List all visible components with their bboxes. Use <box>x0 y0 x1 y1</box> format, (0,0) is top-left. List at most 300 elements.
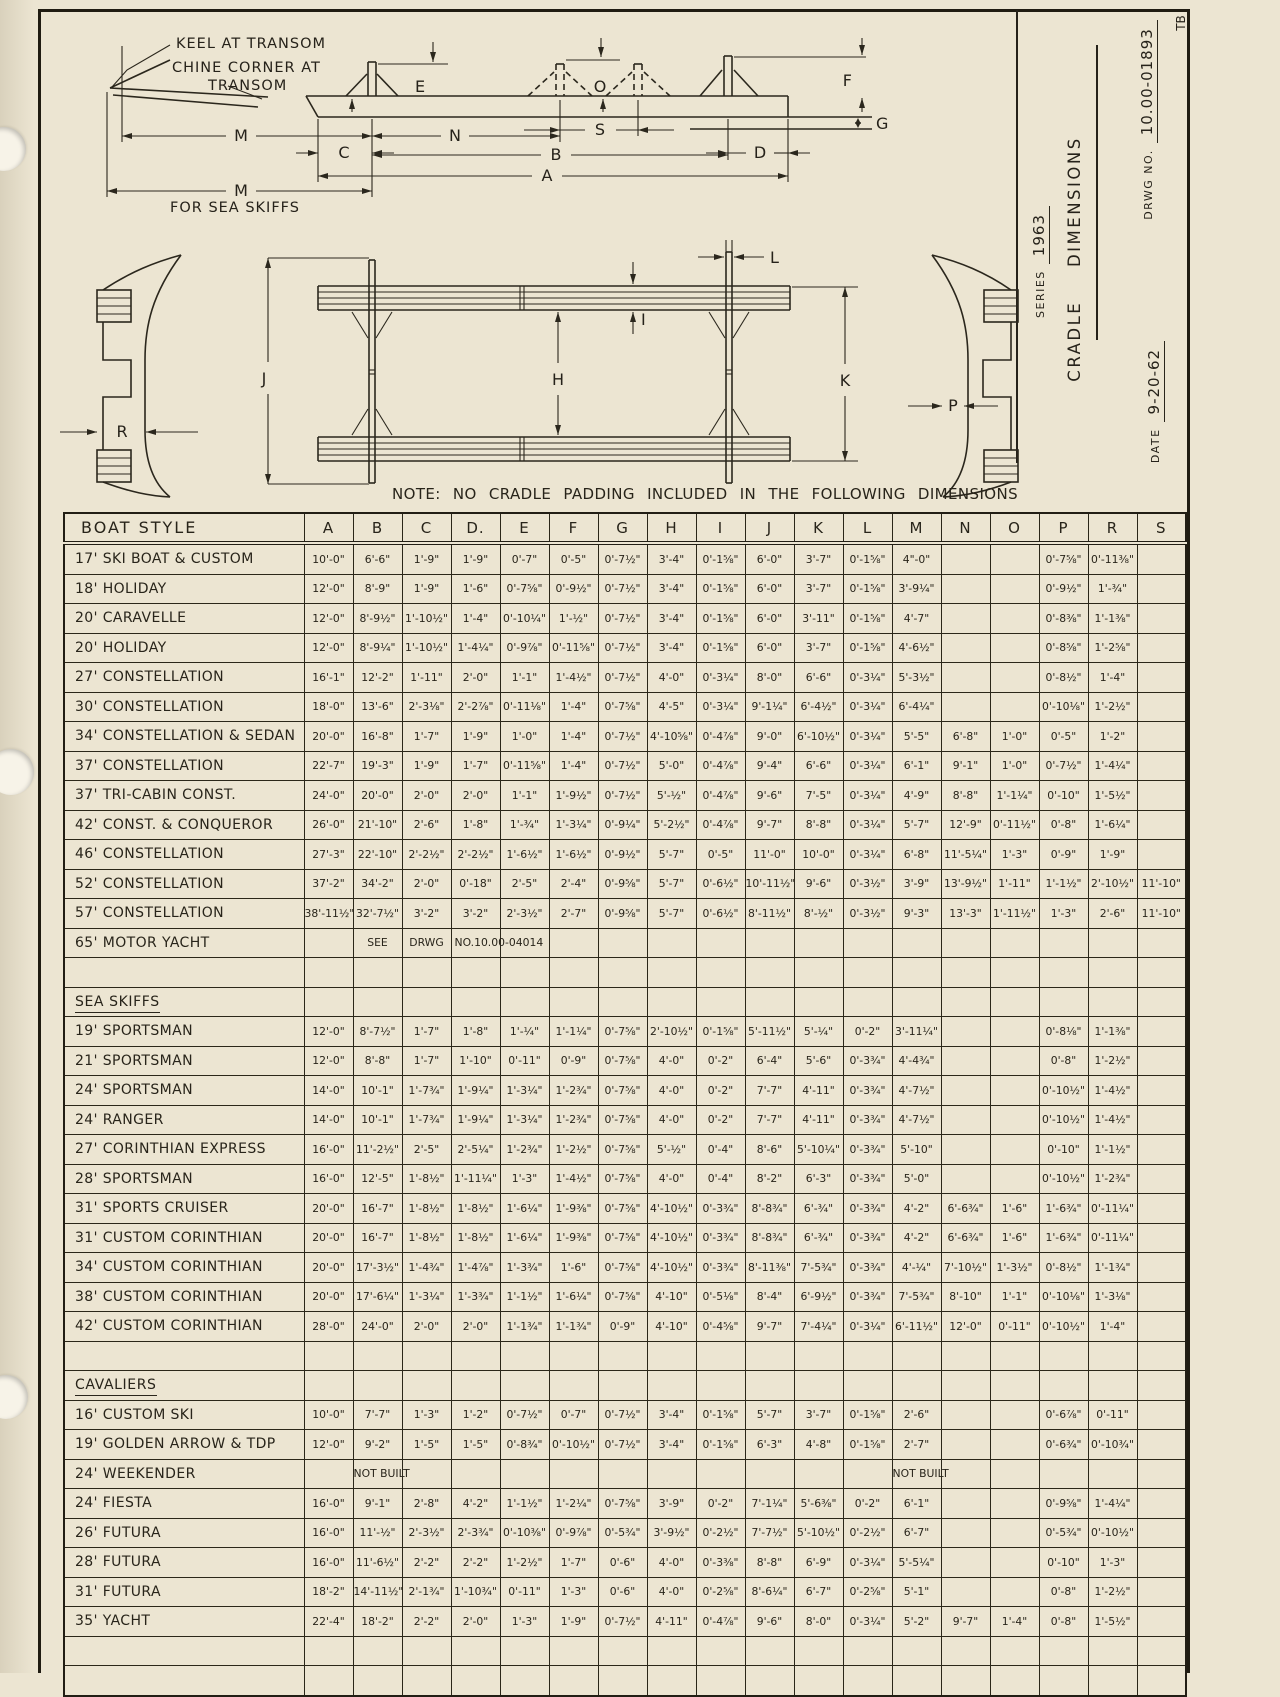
dim-cell: 6'-7" <box>892 1518 941 1548</box>
dim-cell <box>990 1371 1039 1401</box>
dim-cell: 0'-6" <box>598 1548 647 1578</box>
table-row <box>64 1282 1186 1312</box>
dim-cell: 3'-7" <box>794 543 843 574</box>
table-row <box>64 1607 1186 1637</box>
table-row <box>64 722 1186 752</box>
cradle-diagram <box>0 0 1030 505</box>
boat-style-cell: 24' RANGER <box>64 1105 304 1135</box>
dim-cell: 5'-½" <box>647 781 696 811</box>
dim-cell: 8'-9¼" <box>353 633 402 663</box>
boat-style-cell: 34' CUSTOM CORINTHIAN <box>64 1253 304 1283</box>
dim-cell: 0'-7½" <box>598 722 647 752</box>
dim-cell: 8'-8" <box>941 781 990 811</box>
dim-cell <box>745 958 794 988</box>
dim-cell <box>1137 1223 1186 1253</box>
dim-cell <box>1137 1076 1186 1106</box>
dim-cell <box>1137 1341 1186 1371</box>
dim-cell: 2'-2½" <box>451 840 500 870</box>
dim-cell: 1'-11¼" <box>451 1164 500 1194</box>
dim-cell <box>1137 1135 1186 1165</box>
dim-cell <box>990 1430 1039 1460</box>
table-row <box>64 1312 1186 1342</box>
dim-cell: 1'-3½" <box>990 1253 1039 1283</box>
table-row <box>64 1105 1186 1135</box>
dim-cell: 2'-0" <box>402 781 451 811</box>
dim-cell: 6'-1" <box>892 751 941 781</box>
dim-cell <box>941 574 990 604</box>
column-header-A: A <box>304 513 353 543</box>
dim-cell: 1'-11½" <box>990 899 1039 929</box>
column-header-D: D. <box>451 513 500 543</box>
table-row <box>64 1489 1186 1519</box>
dim-cell: 2'-4" <box>549 869 598 899</box>
dim-cell: 0'-4" <box>696 1164 745 1194</box>
dim-cell: 1'-4¾" <box>402 1253 451 1283</box>
dim-cell: 0'-7⅝" <box>598 692 647 722</box>
dim-cell <box>1039 1341 1088 1371</box>
dim-cell <box>696 1666 745 1696</box>
dim-cell <box>941 1105 990 1135</box>
dim-cell: 1'-6½" <box>500 840 549 870</box>
column-header-M: M <box>892 513 941 543</box>
dim-cell: 0'-2½" <box>843 1518 892 1548</box>
dim-cell <box>304 987 353 1017</box>
dim-cell: 1'-2½" <box>500 1548 549 1578</box>
dim-cell: 2'-2" <box>451 1548 500 1578</box>
dim-cell: 4"-0" <box>892 543 941 574</box>
dim-cell: 4'-2" <box>451 1489 500 1519</box>
dim-cell: 10'-0" <box>794 840 843 870</box>
dim-cell <box>451 1371 500 1401</box>
dim-cell: 0'-1⅝" <box>843 1430 892 1460</box>
dim-cell <box>1137 1194 1186 1224</box>
dim-cell: 5'-6" <box>794 1046 843 1076</box>
dim-cell: 0'-7½" <box>598 604 647 634</box>
dim-cell: 0'-7½" <box>598 751 647 781</box>
dim-cell: 8'-11⅜" <box>745 1253 794 1283</box>
dim-cell: 0'-3¼" <box>843 840 892 870</box>
dim-cell: 1'-1¾" <box>549 1312 598 1342</box>
dim-cell: 0'-3¾" <box>843 1282 892 1312</box>
dim-cell <box>1137 1371 1186 1401</box>
dim-cell: 7'-10½" <box>941 1253 990 1283</box>
dim-cell: 0'-2" <box>696 1076 745 1106</box>
dim-label-A: A <box>541 166 553 185</box>
dim-cell: 4'-0" <box>647 1046 696 1076</box>
dim-cell: 0'-7½" <box>598 1430 647 1460</box>
dim-cell: 0'-3¾" <box>843 1194 892 1224</box>
dim-cell: 9'-7" <box>941 1607 990 1637</box>
dim-cell: 0'-10½" <box>1039 1312 1088 1342</box>
dim-cell: 9'-0" <box>745 722 794 752</box>
dim-cell: 0'-3⅜" <box>696 1548 745 1578</box>
dim-cell: 9'-1" <box>941 751 990 781</box>
dim-cell: 0'-3¾" <box>843 1164 892 1194</box>
dim-cell <box>451 1459 500 1489</box>
dim-cell: 0'-11" <box>500 1577 549 1607</box>
dim-cell: 0'-8" <box>1039 1046 1088 1076</box>
dim-cell: 1'-3" <box>500 1164 549 1194</box>
dim-cell: 7'-5¾" <box>794 1253 843 1283</box>
dim-cell: 1'-6" <box>990 1223 1039 1253</box>
boat-style-cell: 17' SKI BOAT & CUSTOM <box>64 543 304 574</box>
dim-cell: 8'-0" <box>794 1607 843 1637</box>
dim-cell: 6'-0" <box>745 604 794 634</box>
dim-cell: NOT BUILT <box>353 1459 402 1489</box>
column-header-H: H <box>647 513 696 543</box>
dim-cell: 1'-1¾" <box>500 1312 549 1342</box>
dim-cell: 20'-0" <box>353 781 402 811</box>
dim-cell: 24'-0" <box>353 1312 402 1342</box>
dim-cell: 0'-7⅝" <box>598 1164 647 1194</box>
dim-cell: 0'-3¾" <box>696 1223 745 1253</box>
dim-cell <box>990 1459 1039 1489</box>
dim-cell: 0'-10⅜" <box>500 1518 549 1548</box>
dim-cell: 8'-6" <box>745 1135 794 1165</box>
boat-style-cell: 19' SPORTSMAN <box>64 1017 304 1047</box>
dim-cell: 0'-10" <box>1039 1135 1088 1165</box>
series-field <box>1030 187 1054 337</box>
dim-cell: 0'-4⅞" <box>696 781 745 811</box>
dim-cell: 0'-9¼" <box>598 810 647 840</box>
dim-cell: 0'-9⅝" <box>1039 1489 1088 1519</box>
dim-cell: 0'-8" <box>1039 810 1088 840</box>
dim-cell: 5'-7" <box>745 1400 794 1430</box>
dim-cell: 0'-3¾" <box>843 1223 892 1253</box>
dim-cell <box>1039 1636 1088 1666</box>
dim-cell: 1'-6¾" <box>1039 1194 1088 1224</box>
boat-style-cell: 31' CUSTOM CORINTHIAN <box>64 1223 304 1253</box>
dim-cell: 6'-3" <box>794 1164 843 1194</box>
dim-cell <box>402 987 451 1017</box>
dim-cell: 4'-0" <box>647 663 696 693</box>
dim-cell: 0'-7⅝" <box>598 1105 647 1135</box>
boat-style-cell: 26' FUTURA <box>64 1518 304 1548</box>
dim-cell <box>1088 928 1137 958</box>
dim-cell <box>1137 751 1186 781</box>
dim-cell <box>1088 1459 1137 1489</box>
dim-cell: 0'-3¾" <box>843 1046 892 1076</box>
boat-style-cell: 30' CONSTELLATION <box>64 692 304 722</box>
dim-cell: 3'-4" <box>647 633 696 663</box>
dim-cell <box>304 1459 353 1489</box>
dim-cell: 10'-0" <box>304 1400 353 1430</box>
dim-cell: 0'-7½" <box>598 1607 647 1637</box>
dim-cell: 2'-0" <box>402 869 451 899</box>
boat-style-cell: 31' FUTURA <box>64 1577 304 1607</box>
dim-cell: 8'-8" <box>794 810 843 840</box>
dim-cell <box>500 987 549 1017</box>
boat-style-cell: 20' CARAVELLE <box>64 604 304 634</box>
dim-cell: 12'-0" <box>304 1046 353 1076</box>
date-value: 9-20-62 <box>1145 341 1165 423</box>
dim-cell: 0'-10½" <box>1039 1164 1088 1194</box>
boat-style-cell: 42' CUSTOM CORINTHIAN <box>64 1312 304 1342</box>
dim-cell: 8'-8" <box>353 1046 402 1076</box>
dim-cell <box>500 1636 549 1666</box>
dim-cell: 1'-3" <box>1088 1548 1137 1578</box>
dim-cell: 0'-7⅝" <box>598 1194 647 1224</box>
dim-cell <box>1137 781 1186 811</box>
dim-cell: 0'-3¾" <box>843 1253 892 1283</box>
dim-cell: 0'-2" <box>843 1017 892 1047</box>
title-block-rule <box>1096 45 1098 340</box>
dim-cell: 12'-0" <box>304 633 353 663</box>
dim-cell: 0'-7⅝" <box>500 574 549 604</box>
dim-cell <box>598 1341 647 1371</box>
dim-cell: 0'-3¼" <box>843 1607 892 1637</box>
column-header-J: J <box>745 513 794 543</box>
dim-cell: 11'-2½" <box>353 1135 402 1165</box>
dim-cell <box>794 987 843 1017</box>
dim-cell <box>990 633 1039 663</box>
dim-cell: 1'-9" <box>549 1607 598 1637</box>
dim-cell: 4'-11" <box>794 1076 843 1106</box>
dim-cell: 1'-9" <box>451 543 500 574</box>
dim-cell: 0'-3½" <box>843 869 892 899</box>
dim-cell: 1'-10½" <box>402 604 451 634</box>
dim-cell <box>941 1341 990 1371</box>
dim-cell: 4'-10½" <box>647 1223 696 1253</box>
dim-cell: 0'-1⅝" <box>843 543 892 574</box>
dim-cell: 1'-6" <box>451 574 500 604</box>
dim-cell <box>696 1341 745 1371</box>
dim-cell: 6'-11½" <box>892 1312 941 1342</box>
dim-cell: 28'-0" <box>304 1312 353 1342</box>
column-header-F: F <box>549 513 598 543</box>
dim-cell: 0'-3¼" <box>843 781 892 811</box>
dim-cell: 1'-4¼" <box>1088 751 1137 781</box>
dim-cell: NO.10.00-04014 <box>451 928 500 958</box>
dim-cell: 1'-6¾" <box>1039 1223 1088 1253</box>
dim-cell <box>745 1459 794 1489</box>
dim-cell: 10'-1" <box>353 1076 402 1106</box>
dim-cell: 4'-5" <box>647 692 696 722</box>
dim-cell: 9'-1¼" <box>745 692 794 722</box>
drawing-title <box>1065 109 1091 409</box>
dim-cell <box>696 1371 745 1401</box>
table-row <box>64 1194 1186 1224</box>
dim-cell <box>647 1666 696 1696</box>
dim-cell: 16'-0" <box>304 1518 353 1548</box>
table-row <box>64 1577 1186 1607</box>
dim-cell: 0'-6½" <box>696 869 745 899</box>
dim-cell: 1'-2½" <box>1088 692 1137 722</box>
table-row <box>64 1076 1186 1106</box>
dim-cell: 18'-2" <box>304 1577 353 1607</box>
dim-cell: 22'-4" <box>304 1607 353 1637</box>
dim-cell <box>794 928 843 958</box>
dim-cell: 1'-1⅜" <box>1088 1017 1137 1047</box>
dim-cell: 0'-9" <box>598 1312 647 1342</box>
dim-cell: 2'-10½" <box>1088 869 1137 899</box>
dim-cell <box>843 958 892 988</box>
table-row <box>64 604 1186 634</box>
dim-cell: 0'-7⅝" <box>598 1076 647 1106</box>
dim-cell <box>745 987 794 1017</box>
dim-label-E: E <box>414 77 426 96</box>
dim-cell: DRWG <box>402 928 451 958</box>
dim-cell <box>451 987 500 1017</box>
dim-cell: 0'-10⅛" <box>1039 692 1088 722</box>
dim-cell: 2'-3½" <box>500 899 549 929</box>
dim-cell: 6'-1" <box>892 1489 941 1519</box>
dim-cell: 14'-0" <box>304 1076 353 1106</box>
dim-cell <box>598 1666 647 1696</box>
dim-cell: 6'-8" <box>941 722 990 752</box>
dim-cell <box>794 1371 843 1401</box>
dim-cell <box>647 1371 696 1401</box>
dim-cell: 8'-2" <box>745 1164 794 1194</box>
dim-cell <box>1039 1666 1088 1696</box>
table-row <box>64 869 1186 899</box>
dim-cell <box>843 1371 892 1401</box>
left-upright <box>352 260 392 483</box>
dim-cell <box>941 958 990 988</box>
dim-label-P: P <box>948 396 958 415</box>
boat-style-cell <box>64 958 304 988</box>
dim-cell: 0'-5" <box>1039 722 1088 752</box>
dim-cell: 27'-3" <box>304 840 353 870</box>
dim-cell <box>990 1577 1039 1607</box>
transom-profile <box>97 255 181 497</box>
dim-cell <box>500 958 549 988</box>
dim-cell <box>892 1371 941 1401</box>
dim-cell: 7'-7" <box>353 1400 402 1430</box>
dim-cell: 6'-6" <box>794 751 843 781</box>
dim-cell: 2'-2½" <box>402 840 451 870</box>
dim-cell <box>500 1341 549 1371</box>
dim-cell: 6'-¾" <box>794 1194 843 1224</box>
dim-cell: 1'-2¾" <box>500 1135 549 1165</box>
table-header-row <box>64 513 1186 543</box>
dim-cell: 1'-7¾" <box>402 1076 451 1106</box>
dim-cell <box>941 1518 990 1548</box>
dim-cell <box>304 1371 353 1401</box>
dim-cell: 2'-10½" <box>647 1017 696 1047</box>
dim-cell: 5'-5¼" <box>892 1548 941 1578</box>
dim-cell <box>647 987 696 1017</box>
dim-cell: 5'-3½" <box>892 663 941 693</box>
dim-cell: 0'-2½" <box>696 1518 745 1548</box>
date-label: DATE <box>1149 428 1162 464</box>
table-row <box>64 1046 1186 1076</box>
dim-cell: 0'-8¾" <box>500 1430 549 1460</box>
dim-cell: 0'-10¼" <box>500 604 549 634</box>
dim-cell: 1'-2¾" <box>549 1076 598 1106</box>
boat-style-cell: 34' CONSTELLATION & SEDAN <box>64 722 304 752</box>
dim-cell: 2'-0" <box>451 781 500 811</box>
dim-cell: 11'-10" <box>1137 899 1186 929</box>
dim-cell <box>304 958 353 988</box>
dim-cell: 2'-5¼" <box>451 1135 500 1165</box>
dim-cell <box>794 1459 843 1489</box>
dim-cell: 16'-7" <box>353 1194 402 1224</box>
dim-cell: 6'-4" <box>745 1046 794 1076</box>
dim-cell: 4'-11" <box>647 1607 696 1637</box>
dim-cell: 6'-3" <box>745 1430 794 1460</box>
dim-cell: 8'-7½" <box>353 1017 402 1047</box>
dim-cell: 4'-7" <box>892 604 941 634</box>
dim-cell: 1'-4" <box>990 1607 1039 1637</box>
dim-label-J: J <box>261 369 267 388</box>
dim-cell: 8'-½" <box>794 899 843 929</box>
dim-cell <box>1137 1548 1186 1578</box>
dim-cell: 0'-11¼" <box>1088 1223 1137 1253</box>
dim-cell: 2'-2" <box>402 1607 451 1637</box>
cradle-diagram-svg <box>0 0 1030 505</box>
dim-cell: 4'-11" <box>794 1105 843 1135</box>
dim-cell: 1'-9" <box>402 543 451 574</box>
dim-cell <box>1137 1312 1186 1342</box>
dim-label-R: R <box>116 422 128 441</box>
dim-cell: 0'-3¼" <box>843 663 892 693</box>
dim-cell: 1'-9" <box>451 722 500 752</box>
boat-style-cell <box>64 1371 304 1401</box>
dim-cell: 7'-5¾" <box>892 1282 941 1312</box>
dim-cell <box>1088 958 1137 988</box>
table-row <box>64 1135 1186 1165</box>
dim-cell <box>941 1371 990 1401</box>
dim-cell <box>451 1666 500 1696</box>
dim-cell: 0'-6" <box>598 1577 647 1607</box>
dim-cell: 3'-7" <box>794 1400 843 1430</box>
dim-cell: 0'-7⅝" <box>1039 543 1088 574</box>
column-header-boat-style: BOAT STYLE <box>64 513 304 543</box>
dim-cell: 17'-6¼" <box>353 1282 402 1312</box>
dim-cell <box>892 928 941 958</box>
dim-cell: 1'-8" <box>451 810 500 840</box>
dim-cell: 1'-11" <box>990 869 1039 899</box>
dim-cell: 1'-8½" <box>402 1164 451 1194</box>
dim-cell: 3'-4" <box>647 1400 696 1430</box>
dim-cell: 0'-3¼" <box>696 692 745 722</box>
dim-cell <box>990 574 1039 604</box>
dim-cell: 1'-8" <box>451 1017 500 1047</box>
dim-cell: 3'-4" <box>647 604 696 634</box>
dim-cell <box>745 1636 794 1666</box>
dim-cell <box>549 1636 598 1666</box>
dim-cell <box>990 1400 1039 1430</box>
dim-cell <box>745 1371 794 1401</box>
dim-cell: 2'-3½" <box>402 1518 451 1548</box>
dim-cell <box>941 692 990 722</box>
dim-cell: 3'-7" <box>794 574 843 604</box>
dim-cell: 13'-3" <box>941 899 990 929</box>
dim-cell <box>941 1400 990 1430</box>
dim-cell: 7'-7" <box>745 1105 794 1135</box>
dim-cell: 16'-0" <box>304 1548 353 1578</box>
dim-cell: 0'-1⅝" <box>696 574 745 604</box>
boat-style-cell: 35' YACHT <box>64 1607 304 1637</box>
dim-cell <box>892 958 941 988</box>
dim-cell: 4'-0" <box>647 1076 696 1106</box>
dim-cell: 10'-11½" <box>745 869 794 899</box>
dim-cell: 0'-7⅝" <box>598 1223 647 1253</box>
dim-label-L: L <box>770 248 779 267</box>
boat-style-cell: 24' FIESTA <box>64 1489 304 1519</box>
dim-cell: 1'-9⅜" <box>549 1194 598 1224</box>
dim-cell: 1'-10½" <box>402 633 451 663</box>
dim-cell <box>794 1666 843 1696</box>
dim-cell <box>990 692 1039 722</box>
dim-cell: 1'-2½" <box>1088 1046 1137 1076</box>
series-value: 1963 <box>1030 206 1050 264</box>
top-rail <box>318 286 790 310</box>
dim-cell: 3'-4" <box>647 1430 696 1460</box>
cradle-dimensions-table <box>63 512 1187 1697</box>
dim-cell <box>500 1371 549 1401</box>
